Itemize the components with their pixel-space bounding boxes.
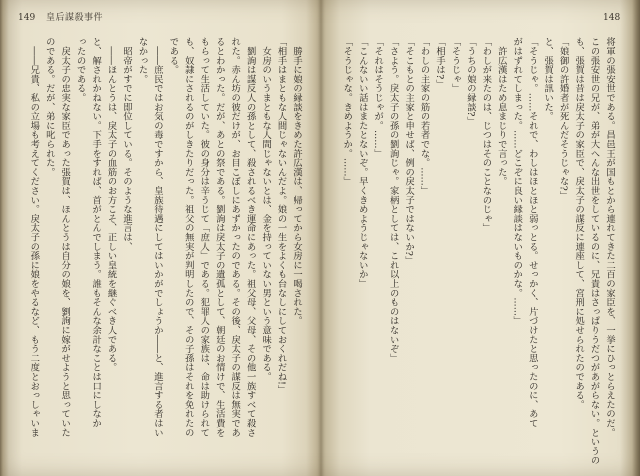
right-page-text <box>339 37 617 473</box>
text-column: 「わしの主家の筋の若者でな。……」 <box>418 37 430 196</box>
text-column: もらって生活していた。彼の身分は辛うじて「庶人」である。犯罪人の家族は、命は助けられて <box>198 37 210 437</box>
left-page-text <box>26 37 304 473</box>
text-column: も、張賀は昔は戾太子の家臣で、戾太子の謀反に連座して、宮刑に処せられたのである。 <box>573 37 585 409</box>
text-column: 将軍の張安世である。昌邑王が国もとから連れてきた二百の家臣を、一挙にひっとらえたのだ。 <box>604 37 615 437</box>
running-title: 皇后謀殺事件 <box>46 13 104 23</box>
text-column: るとわかった。だが、あとの祭である。劉詢は戾太子の遺孤として、朝廷のお情けで、生活費を <box>213 37 225 437</box>
text-column: れた。赤ん坊の彼だけが、お目こぼしにあずかったのである。その後、戾太子の謀反は無実であ <box>229 37 241 437</box>
left-page-number: 149 <box>18 13 36 23</box>
text-column: 戾太子の忠実な家臣であった張賀は、ほんとうは自分の娘を、劉詢に嫁がせようと思っていた <box>59 37 71 437</box>
text-column: 劉詢は謀反人の孫として、殺されるべき運命にあった。祖父母、父母、その他一族すべて殺さ <box>244 37 256 437</box>
text-column: ――兄貴、私の立場も考えてください。戾太子の孫に娘をやるなど、もう二度とおっしゃいま <box>28 37 40 437</box>
text-column: である。 <box>167 37 179 75</box>
text-column: ――ほんとうは、戾太子の血筋のお方こそ、正しい皇統を継ぐべき人である。 <box>105 37 117 372</box>
text-column: なかった。 <box>136 37 148 84</box>
text-column: 「そうじゃ。……それで、わしはほとほと弱っとる。せっかく、片づけたと思ったのに、あて <box>526 37 538 428</box>
right-page-number: 148 <box>603 13 621 23</box>
text-column: 昭帝がすでに即位している。そのような進言は、 <box>121 37 133 251</box>
text-column: 「相手はまともな人間じゃないんだよ。娘の一生をよくも台なしにしておくれだね!」 <box>275 37 287 395</box>
text-column: 許広漢はため息まじりで言った。 <box>495 37 507 186</box>
book-spine <box>318 0 324 476</box>
text-column: 「そうじゃ」 <box>449 37 461 93</box>
text-column: 「娘御の許婚者が死んだそうじゃな?」 <box>557 37 569 201</box>
text-column: も、奴隷にされるのがしきたりだった。祖父の無実が判明したので、その子孫はそれを免れたの <box>182 37 194 437</box>
text-column: と、解されかねない。下手をすれば、首がとんでしまう。誰もそんな余計なことは口にしなか <box>90 37 102 428</box>
text-column: 「うちの娘の縁談?」 <box>464 37 476 126</box>
text-column: 「こんないい話はまたとないぞ。早くきめようじゃないか」 <box>356 37 368 289</box>
text-column: 「そうじゃな。きめようか。……」 <box>341 37 353 186</box>
text-column: 「さよう。戾太子の孫の劉詢じゃ。家柄としては、これ以上のものはないぞ」 <box>387 37 399 363</box>
text-column: 勝手に娘の縁談をきめた許広漢は、帰ってから女房に一喝された。 <box>291 37 302 326</box>
text-column: 「それはそうじゃが。……」 <box>372 37 384 158</box>
text-column: この張安世の兄が、弟が大へんな出世をしているのに、兄貴はさっぱりうだつがあがらない。というの <box>588 37 600 465</box>
text-column: のである。だが、弟に叱られた。 <box>43 37 55 177</box>
text-column: 「わしが来たのは、じつはそのことなのじゃ」 <box>480 37 492 233</box>
text-column: ったのである。 <box>74 37 86 103</box>
text-column: ――庶民ではお気の毒ですから、皇族待遇にしてはいかがでしょうか――と、進言する者はい <box>151 37 163 437</box>
text-column: がはずれてしまった。……どこぞに良い縁談はないものかな。……」 <box>511 37 523 326</box>
text-column: と、張賀は訊いた。 <box>542 37 554 121</box>
text-column: 「相手は?」 <box>434 37 446 89</box>
text-column: 「そこもとの主家と申せば、例の戾太子ではないか?」 <box>403 37 415 266</box>
text-column: 女房のいうまともな人間じゃないとは、金を持っていない男という意味である。 <box>260 37 272 382</box>
